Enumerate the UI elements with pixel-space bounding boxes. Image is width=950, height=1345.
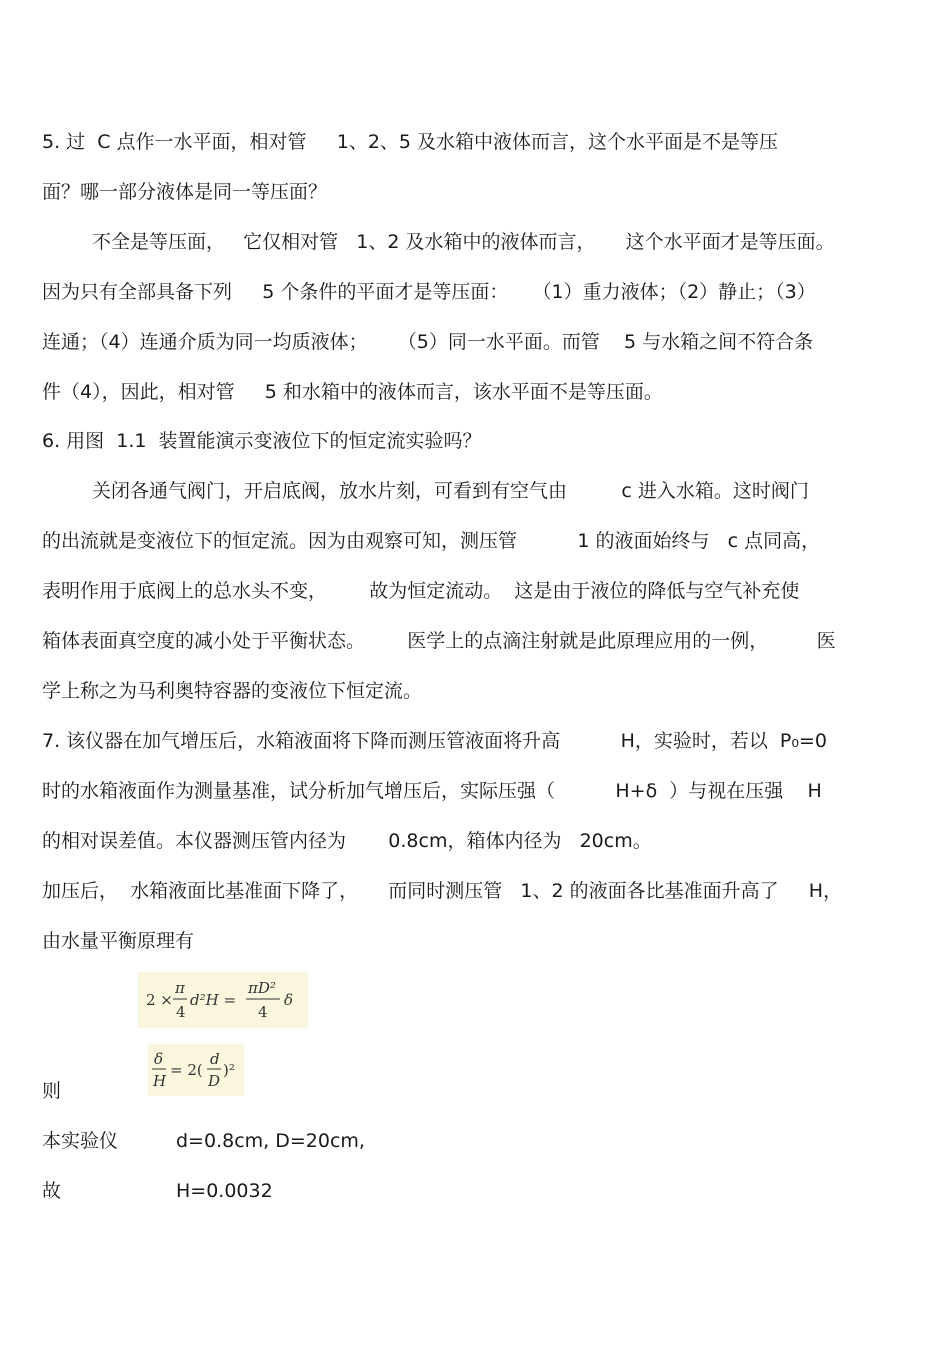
q6-question-line-1: 6. 用图 1.1 装置能演示变液位下的恒定流实验吗？ [42, 430, 482, 452]
formula1-four-b: 4 [258, 1003, 268, 1021]
q6-answer-line-5: 学上称之为马利奥特容器的变液位下恒定流。 [42, 680, 423, 702]
formula1-d2h: d²H = [190, 991, 237, 1009]
formula2-delta: δ [154, 1050, 164, 1068]
result-value: H=0.0032 [176, 1180, 273, 1202]
water-balance-formula [138, 972, 308, 1028]
q5-answer-line-3: 连通；（4）连通介质为同一均质液体； （5）同一水平面。而管 5 与水箱之间不符合条 [42, 331, 814, 353]
instrument-label: 本实验仪 [42, 1130, 119, 1152]
q6-answer-line-1: 关闭各通气阀门，开启底阀，放水片刻，可看到有空气由 c 进入水箱。这时阀门 [92, 480, 809, 502]
q5-answer-line-4: 件（4），因此，相对管 5 和水箱中的液体而言，该水平面不是等压面。 [42, 381, 663, 403]
q7-question-line-1: 7. 该仪器在加气增压后，水箱液面将下降而测压管液面将升高 H，实验时，若以 P₀=0 [42, 730, 828, 752]
q5-question-line-2: 面？哪一部分液体是同一等压面？ [42, 181, 328, 203]
formula2-close-squared: )² [223, 1061, 235, 1079]
formula1-four-a: 4 [176, 1003, 186, 1021]
q7-answer-line-1: 加压后， 水箱液面比基准面下降了， 而同时测压管 1、2 的液面各比基准面升高了 H， [42, 880, 843, 902]
q6-answer-line-3: 表明作用于底阀上的总水头不变， 故为恒定流动。 这是由于液位的降低与空气补充使 [42, 580, 800, 602]
q7-question-line-3: 的相对误差值。本仪器测压管内径为 0.8cm，箱体内径为 20cm。 [42, 830, 652, 852]
q5-answer-line-2: 因为只有全部具备下列 5 个条件的平面才是等压面： （1）重力液体；（2）静止；（3） [42, 281, 816, 303]
q5-question-line-1: 5. 过 C 点作一水平面，相对管 1、2、5 及水箱中液体而言，这个水平面是不是等压 [42, 131, 779, 153]
formula2-big-d: D [208, 1072, 221, 1090]
q5-answer-line-1: 不全是等压面， 它仅相对管 1、2 及水箱中的液体而言， 这个水平面才是等压面。 [92, 231, 835, 253]
formula2-equals-two: = 2( [170, 1061, 203, 1079]
formula1-pi-d2: πD² [248, 979, 276, 997]
formula2-h: H [153, 1072, 167, 1090]
ze-label: 则 [42, 1080, 62, 1102]
q6-answer-line-4: 箱体表面真空度的减小处于平衡状态。 医学上的点滴注射就是此原理应用的一例， 医 [42, 630, 836, 652]
relative-error-formula [148, 1044, 244, 1096]
formula2-small-d: d [210, 1050, 220, 1068]
q7-answer-line-2: 由水量平衡原理有 [42, 930, 195, 952]
therefore-label: 故 [42, 1180, 62, 1202]
formula1-delta: δ [284, 991, 294, 1009]
instrument-values: d=0.8cm, D=20cm, [176, 1130, 365, 1152]
water-balance-formula-graphic [138, 972, 308, 1028]
relative-error-formula-graphic [148, 1044, 244, 1096]
formula1-two-times: 2 × [146, 991, 173, 1009]
q6-answer-line-2: 的出流就是变液位下的恒定流。因为由观察可知，测压管 1 的液面始终与 c 点同高， [42, 530, 821, 552]
formula1-pi: π [175, 979, 185, 997]
q7-question-line-2: 时的水箱液面作为测量基准，试分析加气增压后，实际压强（ H+δ ）与视在压强 H [42, 780, 822, 802]
